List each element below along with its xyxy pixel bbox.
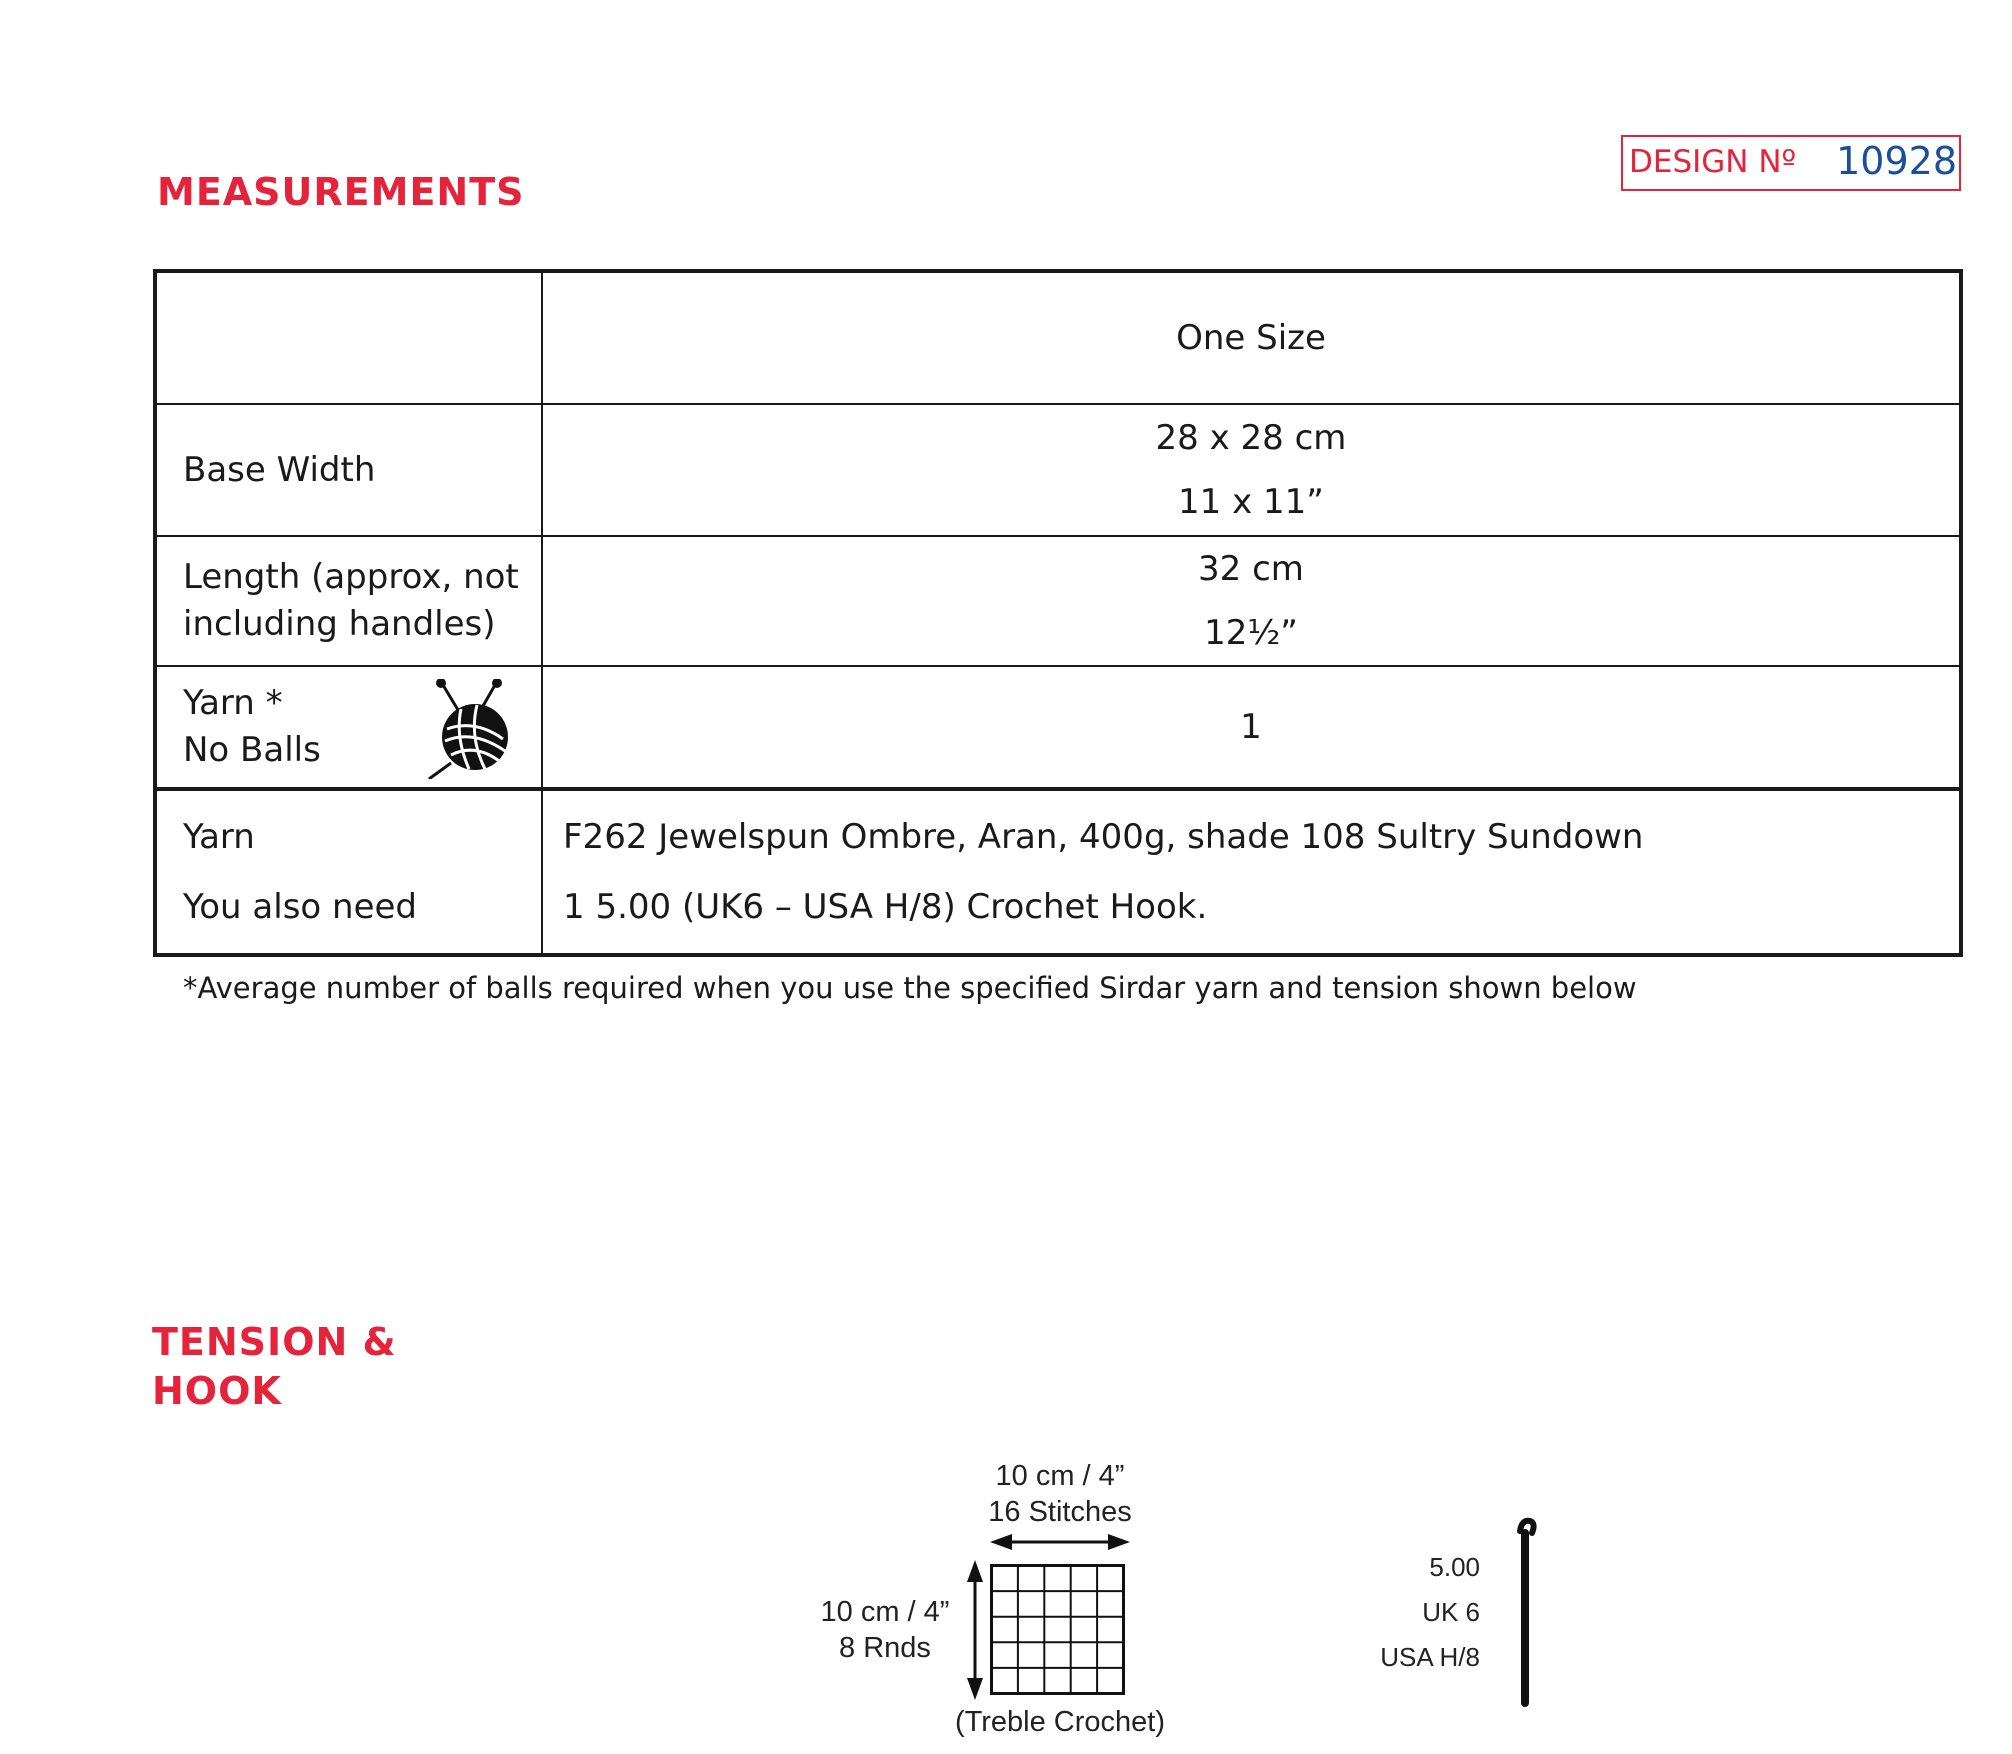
vertical-arrow-icon xyxy=(963,1560,987,1700)
design-number-box xyxy=(1621,135,1961,191)
hook-usa: USA H/8 xyxy=(1380,1642,1480,1672)
table-row xyxy=(155,536,1961,666)
size-header-cell: One Size xyxy=(542,271,1961,404)
row-label: Base Width xyxy=(155,404,542,536)
label-line: Yarn * xyxy=(183,683,283,723)
crochet-hook-icon xyxy=(1510,1517,1540,1707)
row-label xyxy=(155,666,542,789)
row-label xyxy=(155,536,542,666)
value-imperial: 11 x 11” xyxy=(1178,482,1324,522)
label-line: Length (approx, not xyxy=(183,557,519,597)
stitch-count: 16 Stitches xyxy=(988,1496,1132,1528)
label-line: No Balls xyxy=(183,730,321,770)
row-count: 8 Rnds xyxy=(839,1632,931,1664)
yarn-ball-icon xyxy=(425,679,515,779)
yarn-label: Yarn xyxy=(183,817,255,857)
value-imperial: 12½” xyxy=(1204,613,1298,653)
extra-label: You also need xyxy=(183,887,417,927)
row-label xyxy=(155,789,542,955)
width-measure: 10 cm / 4” xyxy=(995,1460,1125,1492)
tension-heading-line: HOOK xyxy=(152,1369,282,1414)
table-header-row xyxy=(155,271,1961,404)
table-row-yarn xyxy=(155,789,1961,955)
horizontal-arrow-icon xyxy=(990,1530,1130,1554)
table-row xyxy=(155,666,1961,789)
yarn-value: F262 Jewelspun Ombre, Aran, 400g, shade 108 Sultry Sundown xyxy=(563,817,1644,857)
row-value xyxy=(542,536,1961,666)
hook-size: 5.00 xyxy=(1429,1552,1480,1582)
value-metric: 28 x 28 cm xyxy=(1155,418,1347,458)
measurements-table xyxy=(153,269,1963,957)
design-label: DESIGN Nº xyxy=(1629,144,1797,180)
table-row xyxy=(155,404,1961,536)
footnote: *Average number of balls required when you use the specified Sirdar yarn and tension shown below xyxy=(183,971,1637,1005)
value-metric: 32 cm xyxy=(1198,549,1304,589)
row-value: 1 xyxy=(542,666,1961,789)
tension-grid-icon xyxy=(990,1564,1126,1696)
extra-value: 1 5.00 (UK6 – USA H/8) Crochet Hook. xyxy=(563,887,1208,927)
header-empty-cell xyxy=(155,271,542,404)
design-number: 10928 xyxy=(1836,139,1957,183)
stitch-type: (Treble Crochet) xyxy=(954,1706,1166,1738)
row-value xyxy=(542,404,1961,536)
measurements-heading: MEASUREMENTS xyxy=(157,170,525,214)
row-value xyxy=(542,789,1961,955)
height-measure: 10 cm / 4” xyxy=(820,1596,950,1628)
tension-heading xyxy=(152,1318,397,1417)
hook-uk: UK 6 xyxy=(1422,1597,1480,1627)
tension-heading-line: TENSION & xyxy=(152,1320,397,1364)
label-line: including handles) xyxy=(183,604,496,644)
